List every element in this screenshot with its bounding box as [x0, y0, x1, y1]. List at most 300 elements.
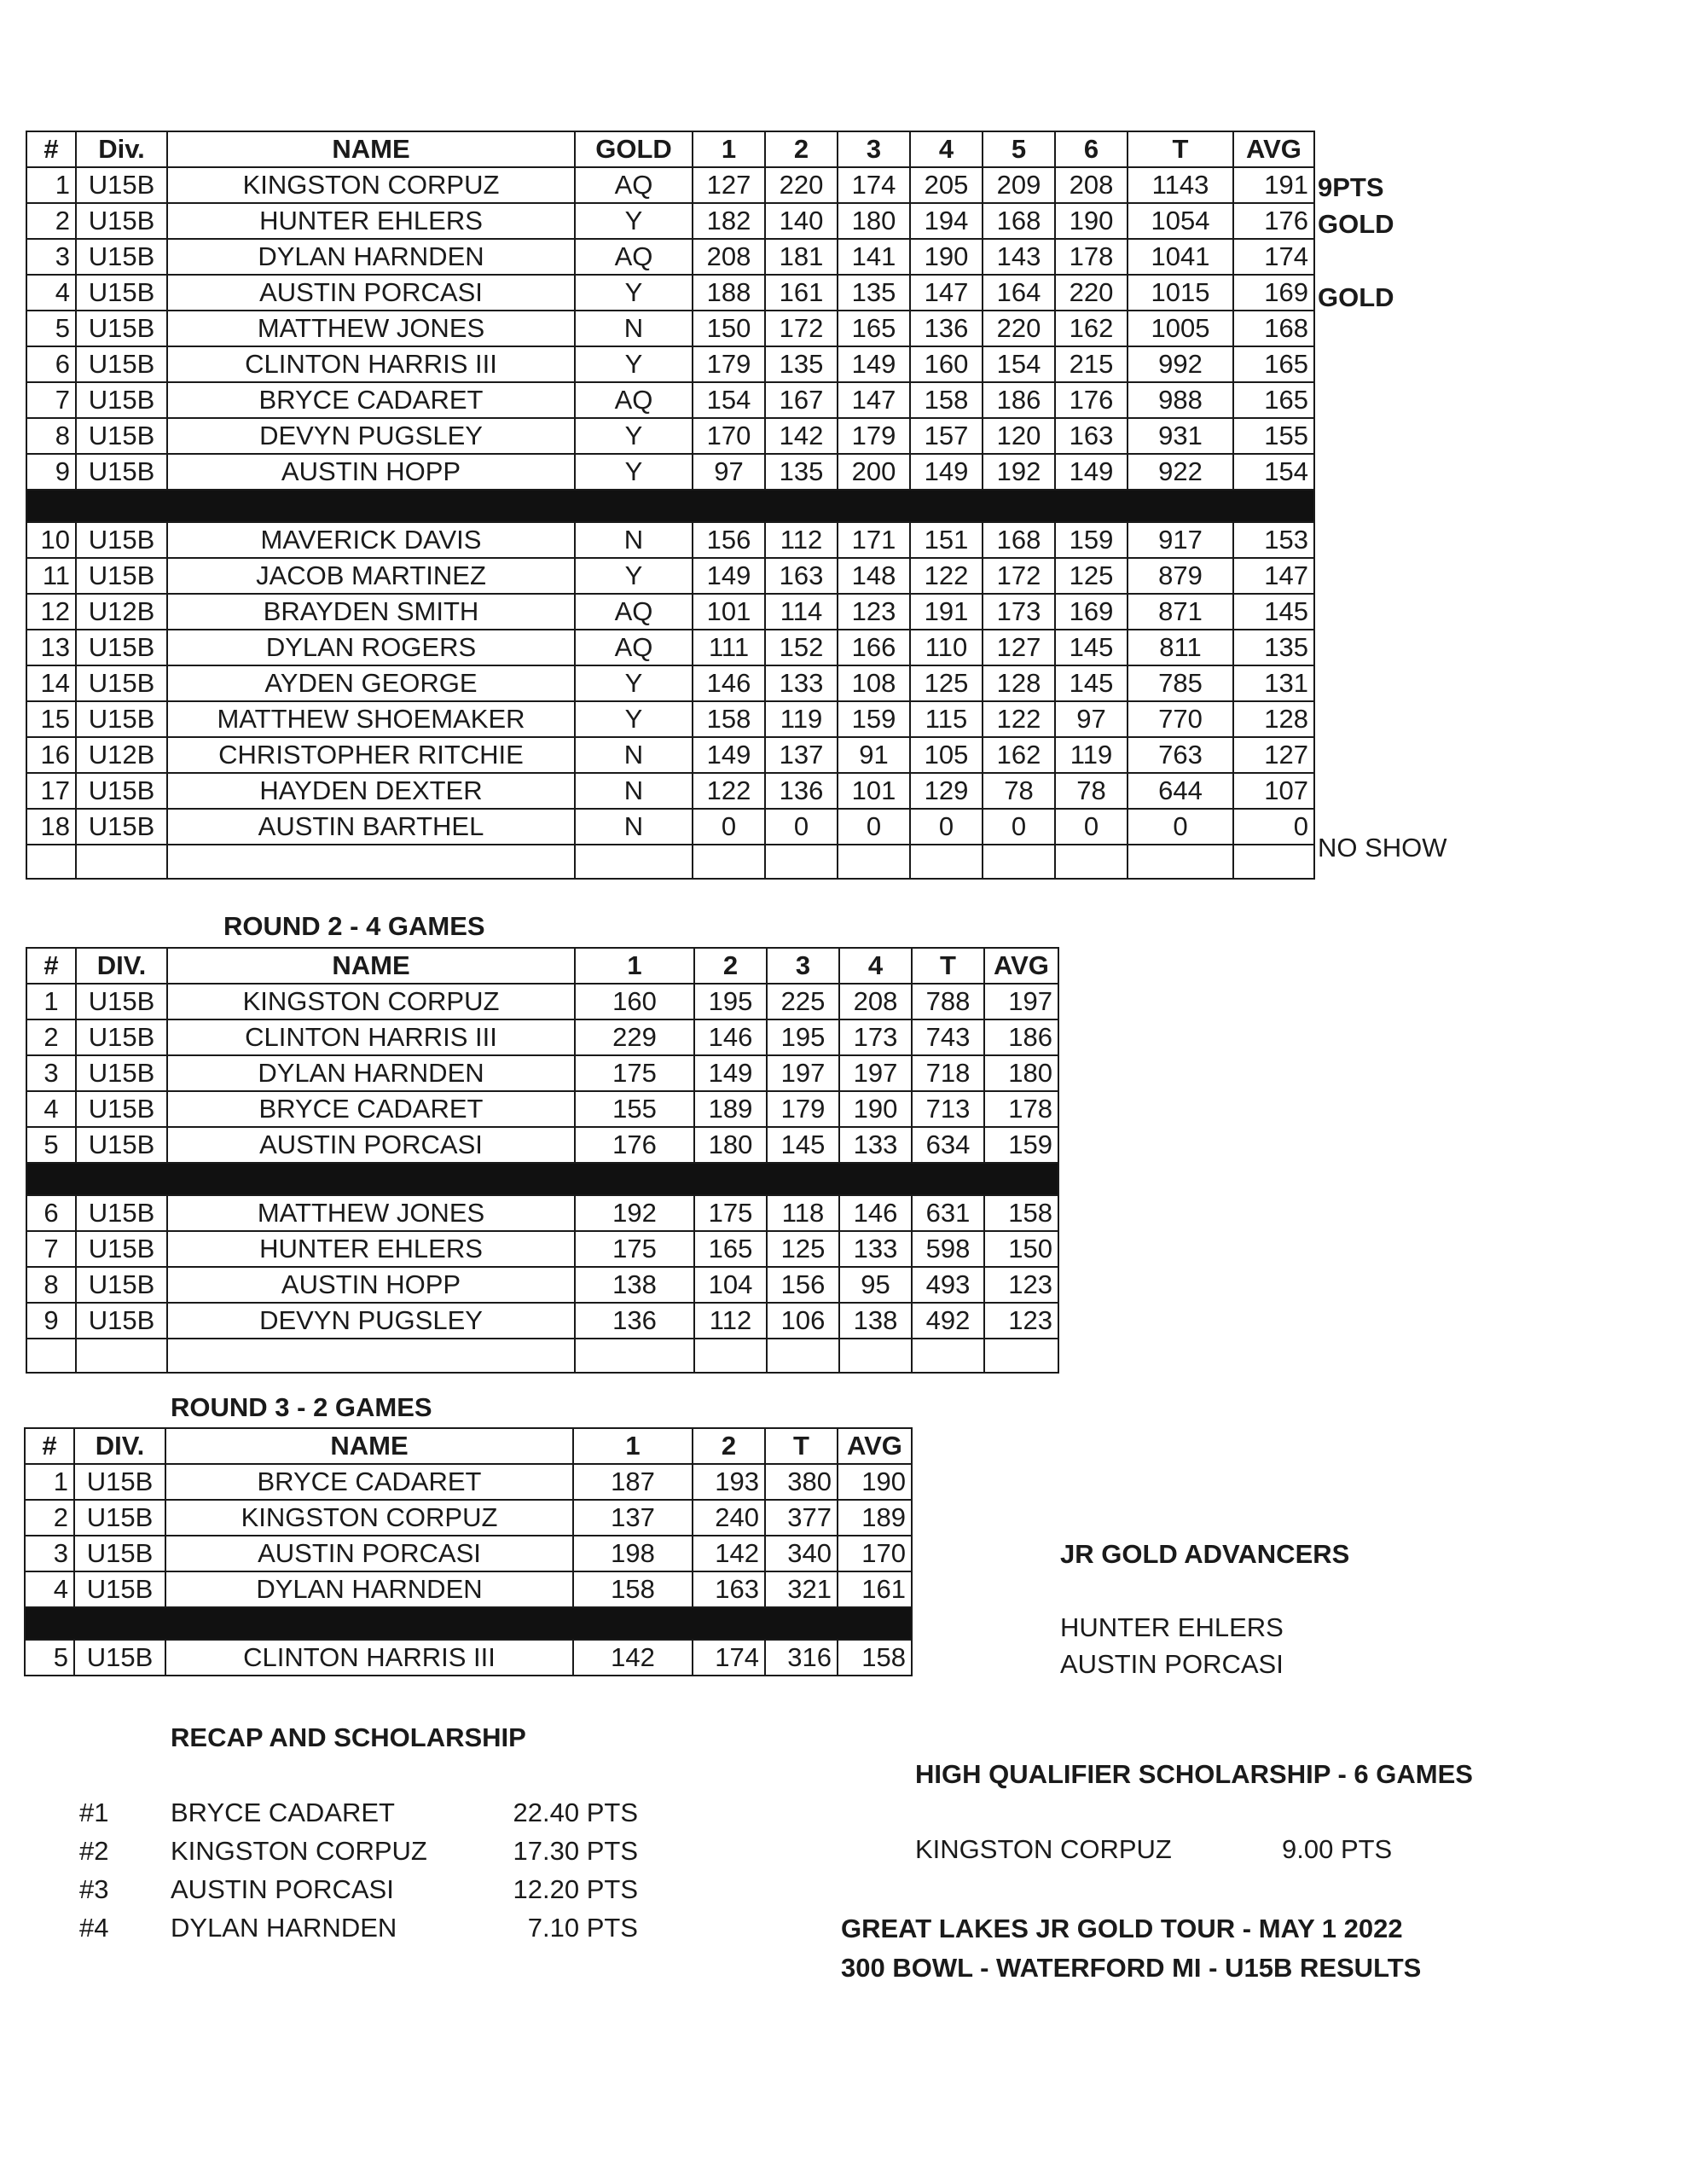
table-cell: 110	[910, 630, 983, 665]
column-header: T	[765, 1428, 838, 1464]
table-cell: 97	[693, 454, 765, 490]
table-cell: 173	[839, 1019, 912, 1055]
table-cell: U15B	[76, 275, 167, 311]
table-cell: 136	[910, 311, 983, 346]
table-cell: 127	[983, 630, 1055, 665]
table-cell: 146	[839, 1195, 912, 1231]
empty-cell	[839, 1339, 912, 1373]
table-cell: 174	[693, 1640, 765, 1676]
table-row	[26, 311, 1314, 346]
table-cell: 0	[983, 809, 1055, 845]
table-cell: 988	[1128, 382, 1233, 418]
high-qualifier-name: KINGSTON CORPUZ	[915, 1834, 1172, 1864]
table-cell: 180	[694, 1127, 767, 1163]
table-row	[26, 630, 1314, 665]
table-cell: 5	[26, 1127, 76, 1163]
table-row	[26, 1195, 1058, 1231]
table-cell: 197	[767, 1055, 839, 1091]
table-cell: 146	[693, 665, 765, 701]
table-cell: 118	[767, 1195, 839, 1231]
empty-cell	[983, 845, 1055, 879]
table-cell: 208	[839, 984, 912, 1019]
table-cell: 165	[694, 1231, 767, 1267]
table-cell: AUSTIN BARTHEL	[167, 809, 575, 845]
table-cell: 159	[838, 701, 910, 737]
table-cell: 189	[694, 1091, 767, 1127]
table-cell: 136	[575, 1303, 694, 1339]
table-cell: 240	[693, 1500, 765, 1536]
empty-cell	[575, 845, 693, 879]
table-cell: AQ	[575, 167, 693, 203]
table-cell: N	[575, 773, 693, 809]
table-cell: AUSTIN HOPP	[167, 454, 575, 490]
table-cell: U15B	[76, 311, 167, 346]
note-row-4: GOLD	[1318, 282, 1394, 312]
empty-cell	[910, 845, 983, 879]
cutline-separator	[26, 1163, 1058, 1195]
table-cell: 145	[1055, 630, 1128, 665]
table-cell: 3	[25, 1536, 74, 1571]
table-cell: 191	[1233, 167, 1314, 203]
empty-cell	[1233, 845, 1314, 879]
table-cell: 208	[1055, 167, 1128, 203]
table-row	[26, 203, 1314, 239]
table-cell: 176	[575, 1127, 694, 1163]
table-cell: 178	[984, 1091, 1058, 1127]
table-cell: BRYCE CADARET	[167, 1091, 575, 1127]
table-cell: 0	[910, 809, 983, 845]
table-cell: 135	[765, 346, 838, 382]
table-cell: 167	[765, 382, 838, 418]
column-header: 1	[575, 948, 694, 984]
table-row	[25, 1500, 912, 1536]
table-row	[26, 1303, 1058, 1339]
table-cell: 111	[693, 630, 765, 665]
table-cell: 229	[575, 1019, 694, 1055]
table-cell: 0	[1128, 809, 1233, 845]
cutline-separator	[26, 490, 1314, 522]
table-cell: N	[575, 809, 693, 845]
table-cell: U15B	[76, 1091, 167, 1127]
table-cell: 380	[765, 1464, 838, 1500]
column-header: 1	[693, 131, 765, 167]
empty-cell	[912, 1339, 984, 1373]
table-cell: 78	[983, 773, 1055, 809]
table-cell: 182	[693, 203, 765, 239]
table-cell: U15B	[76, 522, 167, 558]
table-row	[26, 454, 1314, 490]
column-header: AVG	[838, 1428, 912, 1464]
table-cell: U15B	[76, 203, 167, 239]
table-cell: 8	[26, 418, 76, 454]
table-cell: CLINTON HARRIS III	[167, 346, 575, 382]
table-cell: HUNTER EHLERS	[167, 1231, 575, 1267]
table-cell: 5	[26, 311, 76, 346]
table-cell: AQ	[575, 594, 693, 630]
table-cell: 220	[765, 167, 838, 203]
table-cell: 108	[838, 665, 910, 701]
table-cell: 149	[1055, 454, 1128, 490]
table-cell: 992	[1128, 346, 1233, 382]
table-row	[26, 737, 1314, 773]
table-cell: 123	[984, 1303, 1058, 1339]
table-cell: 9	[26, 1303, 76, 1339]
table-cell: 10	[26, 522, 76, 558]
table-cell: U15B	[76, 701, 167, 737]
advancers-title: JR GOLD ADVANCERS	[1060, 1539, 1350, 1569]
table-cell: KINGSTON CORPUZ	[165, 1500, 573, 1536]
table-cell: 138	[575, 1267, 694, 1303]
column-header: NAME	[165, 1428, 573, 1464]
table-cell: 127	[693, 167, 765, 203]
qualifying-results-table	[26, 131, 1315, 880]
table-cell: 155	[575, 1091, 694, 1127]
table-cell: 122	[983, 701, 1055, 737]
table-cell: 160	[910, 346, 983, 382]
table-cell: 208	[693, 239, 765, 275]
table-cell: 168	[1233, 311, 1314, 346]
table-cell: 122	[910, 558, 983, 594]
table-cell: 3	[26, 239, 76, 275]
table-cell: 106	[767, 1303, 839, 1339]
table-cell: 179	[767, 1091, 839, 1127]
table-cell: BRYCE CADARET	[165, 1464, 573, 1500]
table-cell: Y	[575, 203, 693, 239]
table-cell: 133	[839, 1127, 912, 1163]
table-cell: Y	[575, 418, 693, 454]
table-cell: 165	[1233, 382, 1314, 418]
column-header: AVG	[984, 948, 1058, 984]
table-cell: 158	[838, 1640, 912, 1676]
table-cell: 168	[983, 522, 1055, 558]
table-row	[26, 665, 1314, 701]
table-cell: 145	[767, 1127, 839, 1163]
table-row	[26, 239, 1314, 275]
table-cell: 131	[1233, 665, 1314, 701]
table-cell: 165	[1233, 346, 1314, 382]
table-cell: 178	[1055, 239, 1128, 275]
table-cell: 205	[910, 167, 983, 203]
table-cell: 153	[1233, 522, 1314, 558]
empty-cell	[575, 1339, 694, 1373]
table-cell: U15B	[76, 1231, 167, 1267]
table-cell: 149	[694, 1055, 767, 1091]
table-row	[26, 522, 1314, 558]
table-cell: 154	[693, 382, 765, 418]
table-cell: 6	[26, 1195, 76, 1231]
empty-cell	[694, 1339, 767, 1373]
table-cell: Y	[575, 558, 693, 594]
high-qualifier-points: 9.00 PTS	[1282, 1834, 1393, 1864]
table-cell: N	[575, 737, 693, 773]
table-cell: 1054	[1128, 203, 1233, 239]
table-cell: DYLAN HARNDEN	[167, 239, 575, 275]
table-cell: 189	[838, 1500, 912, 1536]
table-cell: HUNTER EHLERS	[167, 203, 575, 239]
table-cell: 190	[839, 1091, 912, 1127]
table-cell: Y	[575, 701, 693, 737]
table-cell: U15B	[76, 418, 167, 454]
table-cell: U15B	[76, 1127, 167, 1163]
recap-pts: 12.20 PTS	[513, 1874, 638, 1904]
table-cell: U15B	[74, 1640, 165, 1676]
table-cell: 1	[26, 984, 76, 1019]
recap-rank: #4	[79, 1913, 109, 1943]
table-cell: 145	[1233, 594, 1314, 630]
round2-results-table	[26, 947, 1059, 1374]
table-header-row	[26, 131, 1314, 167]
table-row	[26, 1231, 1058, 1267]
table-cell: 1143	[1128, 167, 1233, 203]
table-cell: 215	[1055, 346, 1128, 382]
note-row-2: GOLD	[1318, 209, 1394, 239]
empty-cell	[76, 1339, 167, 1373]
table-cell: 148	[838, 558, 910, 594]
table-cell: 119	[1055, 737, 1128, 773]
table-cell: 133	[839, 1231, 912, 1267]
table-cell: 112	[694, 1303, 767, 1339]
recap-rank: #2	[79, 1836, 109, 1866]
table-cell: JACOB MARTINEZ	[167, 558, 575, 594]
table-cell: 922	[1128, 454, 1233, 490]
table-cell: 197	[984, 984, 1058, 1019]
table-cell: DEVYN PUGSLEY	[167, 1303, 575, 1339]
table-cell: 493	[912, 1267, 984, 1303]
separator-bar	[25, 1607, 912, 1640]
event-title-line1: GREAT LAKES JR GOLD TOUR - MAY 1 2022	[841, 1914, 1403, 1943]
table-cell: 190	[1055, 203, 1128, 239]
table-cell: 7	[26, 1231, 76, 1267]
table-cell: 192	[575, 1195, 694, 1231]
table-cell: 179	[693, 346, 765, 382]
table-cell: 190	[910, 239, 983, 275]
table-cell: 195	[767, 1019, 839, 1055]
table-cell: 155	[1233, 418, 1314, 454]
table-cell: 104	[694, 1267, 767, 1303]
table-cell: 107	[1233, 773, 1314, 809]
table-cell: U15B	[76, 1267, 167, 1303]
table-cell: 147	[1233, 558, 1314, 594]
table-cell: U15B	[76, 984, 167, 1019]
table-cell: 147	[838, 382, 910, 418]
table-cell: 4	[26, 275, 76, 311]
table-cell: 187	[573, 1464, 693, 1500]
empty-cell	[838, 845, 910, 879]
table-cell: 135	[1233, 630, 1314, 665]
table-cell: 149	[693, 737, 765, 773]
table-cell: 220	[1055, 275, 1128, 311]
table-cell: MATTHEW JONES	[167, 311, 575, 346]
table-cell: U15B	[76, 1055, 167, 1091]
table-cell: 2	[25, 1500, 74, 1536]
table-cell: U15B	[76, 454, 167, 490]
table-cell: DYLAN HARNDEN	[167, 1055, 575, 1091]
table-cell: 193	[693, 1464, 765, 1500]
table-cell: 137	[765, 737, 838, 773]
advancer-name: AUSTIN PORCASI	[1060, 1649, 1284, 1679]
recap-name: BRYCE CADARET	[171, 1798, 395, 1827]
table-cell: 4	[25, 1571, 74, 1607]
table-cell: 1041	[1128, 239, 1233, 275]
table-cell: 163	[1055, 418, 1128, 454]
table-cell: U15B	[76, 382, 167, 418]
separator-bar	[26, 490, 1314, 522]
table-cell: CHRISTOPHER RITCHIE	[167, 737, 575, 773]
table-cell: Y	[575, 454, 693, 490]
table-cell: 377	[765, 1500, 838, 1536]
table-cell: 149	[838, 346, 910, 382]
table-cell: Y	[575, 275, 693, 311]
table-cell: U12B	[76, 594, 167, 630]
column-header: 3	[767, 948, 839, 984]
table-cell: 917	[1128, 522, 1233, 558]
table-cell: 209	[983, 167, 1055, 203]
table-cell: U15B	[76, 1195, 167, 1231]
recap-name: KINGSTON CORPUZ	[171, 1836, 427, 1866]
table-cell: 6	[26, 346, 76, 382]
note-row-18: NO SHOW	[1318, 833, 1447, 863]
table-cell: 176	[1055, 382, 1128, 418]
table-cell: U12B	[76, 737, 167, 773]
table-cell: 158	[573, 1571, 693, 1607]
table-cell: 161	[765, 275, 838, 311]
table-cell: Y	[575, 665, 693, 701]
table-cell: 128	[1233, 701, 1314, 737]
empty-cell	[767, 1339, 839, 1373]
table-cell: 17	[26, 773, 76, 809]
table-cell: AQ	[575, 630, 693, 665]
table-row	[26, 1267, 1058, 1303]
table-row	[26, 809, 1314, 845]
table-cell: 157	[910, 418, 983, 454]
table-cell: 16	[26, 737, 76, 773]
column-header: #	[26, 131, 76, 167]
event-title-line2: 300 BOWL - WATERFORD MI - U15B RESULTS	[841, 1953, 1422, 1983]
table-cell: AQ	[575, 239, 693, 275]
table-cell: 170	[838, 1536, 912, 1571]
table-cell: 188	[693, 275, 765, 311]
table-cell: 175	[575, 1055, 694, 1091]
table-cell: 154	[1233, 454, 1314, 490]
table-row	[26, 346, 1314, 382]
table-cell: 170	[693, 418, 765, 454]
table-cell: U15B	[76, 665, 167, 701]
table-cell: 175	[575, 1231, 694, 1267]
table-cell: MATTHEW SHOEMAKER	[167, 701, 575, 737]
round2-title: ROUND 2 - 4 GAMES	[223, 911, 485, 941]
round3-title: ROUND 3 - 2 GAMES	[171, 1392, 432, 1422]
table-cell: 194	[910, 203, 983, 239]
empty-cell	[1055, 845, 1128, 879]
column-header: GOLD	[575, 131, 693, 167]
table-cell: 225	[767, 984, 839, 1019]
table-cell: 173	[983, 594, 1055, 630]
table-cell: 9	[26, 454, 76, 490]
table-cell: 163	[765, 558, 838, 594]
column-header: NAME	[167, 131, 575, 167]
empty-cell	[984, 1339, 1058, 1373]
table-cell: 146	[694, 1019, 767, 1055]
table-cell: 101	[838, 773, 910, 809]
column-header: DIV.	[76, 948, 167, 984]
table-cell: U15B	[76, 630, 167, 665]
table-cell: 123	[984, 1267, 1058, 1303]
table-cell: BRAYDEN SMITH	[167, 594, 575, 630]
table-row	[26, 1091, 1058, 1127]
table-row	[26, 1055, 1058, 1091]
table-cell: 125	[1055, 558, 1128, 594]
table-cell: 198	[573, 1536, 693, 1571]
table-cell: HAYDEN DEXTER	[167, 773, 575, 809]
table-header-row	[25, 1428, 912, 1464]
table-cell: 175	[694, 1195, 767, 1231]
table-cell: U15B	[74, 1571, 165, 1607]
table-cell: 149	[910, 454, 983, 490]
table-cell: U15B	[74, 1536, 165, 1571]
column-header: 6	[1055, 131, 1128, 167]
table-row	[25, 1640, 912, 1676]
recap-pts: 22.40 PTS	[513, 1798, 638, 1827]
table-cell: 162	[983, 737, 1055, 773]
column-header: 4	[910, 131, 983, 167]
table-cell: 180	[984, 1055, 1058, 1091]
empty-cell	[765, 845, 838, 879]
blank-row	[26, 845, 1314, 879]
table-cell: 1	[26, 167, 76, 203]
empty-cell	[1128, 845, 1233, 879]
table-cell: 811	[1128, 630, 1233, 665]
table-cell: AUSTIN PORCASI	[165, 1536, 573, 1571]
table-cell: 7	[26, 382, 76, 418]
table-cell: CLINTON HARRIS III	[167, 1019, 575, 1055]
recap-pts: 17.30 PTS	[513, 1836, 638, 1866]
table-cell: AQ	[575, 382, 693, 418]
column-header: #	[26, 948, 76, 984]
table-cell: U15B	[74, 1464, 165, 1500]
table-cell: 136	[765, 773, 838, 809]
empty-cell	[167, 845, 575, 879]
table-cell: 172	[765, 311, 838, 346]
table-cell: 158	[984, 1195, 1058, 1231]
table-cell: U15B	[76, 346, 167, 382]
table-cell: 190	[838, 1464, 912, 1500]
table-cell: BRYCE CADARET	[167, 382, 575, 418]
table-cell: 78	[1055, 773, 1128, 809]
table-cell: 142	[765, 418, 838, 454]
table-cell: 161	[838, 1571, 912, 1607]
column-header: 3	[838, 131, 910, 167]
table-cell: U15B	[76, 809, 167, 845]
table-cell: 125	[767, 1231, 839, 1267]
table-cell: 3	[26, 1055, 76, 1091]
table-cell: 119	[765, 701, 838, 737]
column-header: 4	[839, 948, 912, 984]
table-cell: 200	[838, 454, 910, 490]
table-cell: 879	[1128, 558, 1233, 594]
table-cell: 123	[838, 594, 910, 630]
table-cell: U15B	[76, 167, 167, 203]
table-cell: 156	[693, 522, 765, 558]
table-cell: 154	[983, 346, 1055, 382]
table-cell: 152	[765, 630, 838, 665]
table-cell: 135	[838, 275, 910, 311]
column-header: Div.	[76, 131, 167, 167]
empty-cell	[693, 845, 765, 879]
table-cell: 159	[1055, 522, 1128, 558]
table-cell: 195	[694, 984, 767, 1019]
table-cell: 91	[838, 737, 910, 773]
table-cell: 143	[983, 239, 1055, 275]
